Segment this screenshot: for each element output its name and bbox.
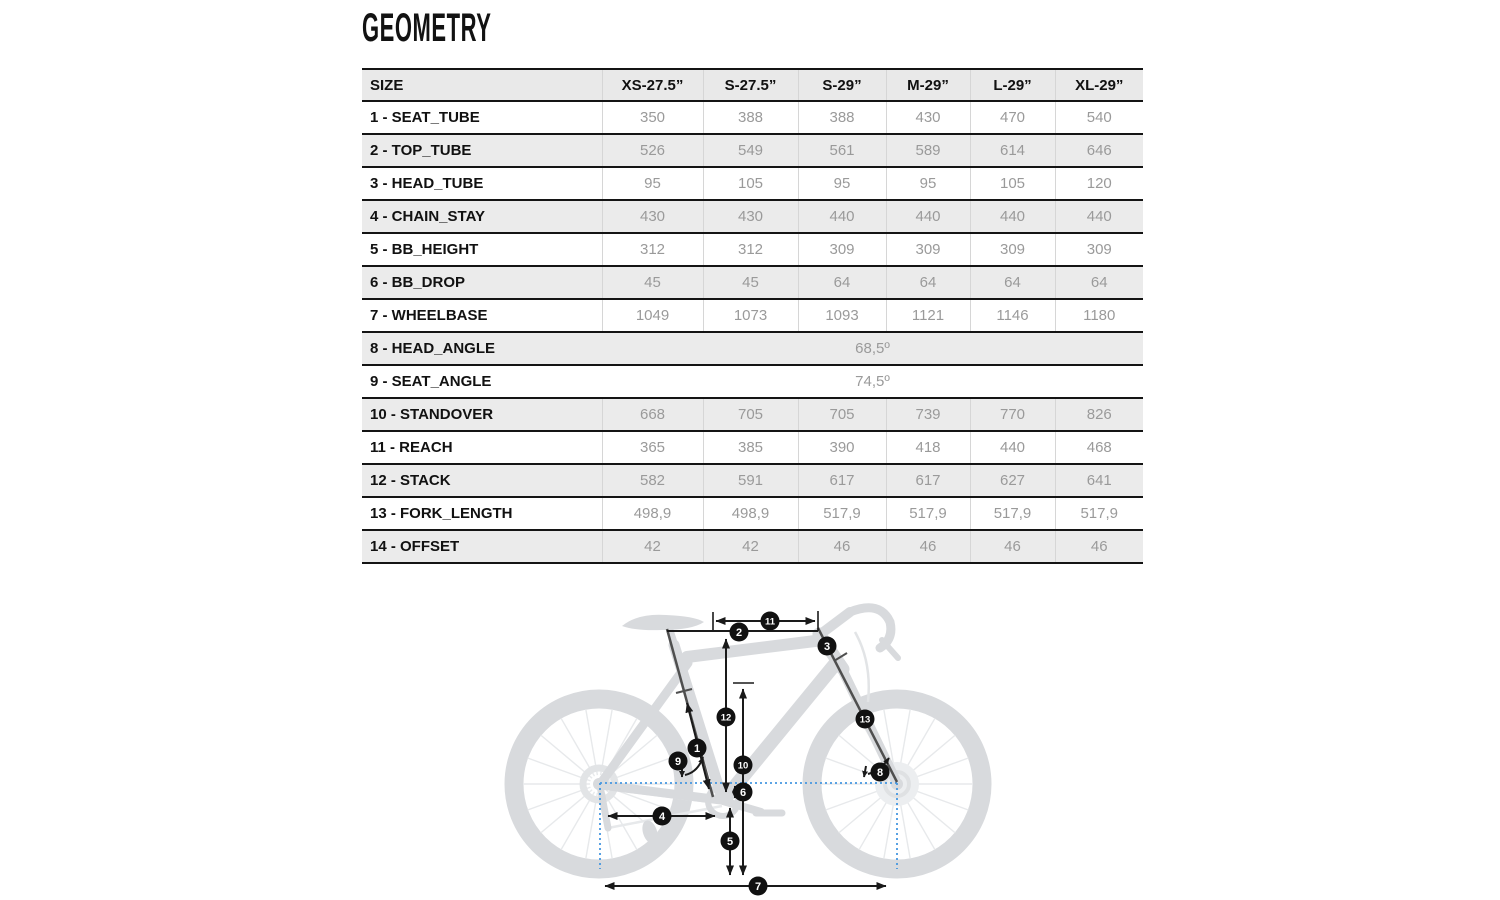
row-value: 390 <box>798 431 886 464</box>
row-value: 309 <box>798 233 886 266</box>
row-value: 64 <box>970 266 1055 299</box>
row-label: 14 - OFFSET <box>362 530 602 563</box>
row-value: 1146 <box>970 299 1055 332</box>
row-value: 105 <box>970 167 1055 200</box>
row-label: 2 - TOP_TUBE <box>362 134 602 167</box>
row-value: 46 <box>886 530 970 563</box>
row-value: 517,9 <box>798 497 886 530</box>
row-label: 1 - SEAT_TUBE <box>370 109 480 126</box>
table-row <box>362 266 1143 299</box>
geometry-diagram <box>480 580 1000 900</box>
row-value: 42 <box>602 530 703 563</box>
table-row <box>362 365 1143 398</box>
row-value: 45 <box>602 266 703 299</box>
row-value: 1093 <box>798 299 886 332</box>
row-value: 589 <box>886 134 970 167</box>
row-value: 309 <box>886 233 970 266</box>
row-value: 430 <box>602 200 703 233</box>
row-value: 470 <box>970 101 1055 134</box>
row-label: 7 - WHEELBASE <box>362 299 602 332</box>
table-row <box>362 398 1143 431</box>
row-value: 95 <box>602 167 703 200</box>
row-label: 4 - CHAIN_STAY <box>362 200 602 233</box>
row-value: 705 <box>703 398 798 431</box>
column-header: XS-27.5” <box>602 69 703 101</box>
row-value: 309 <box>970 233 1055 266</box>
row-value: 440 <box>970 431 1055 464</box>
row-value: 309 <box>1055 233 1143 266</box>
geometry-table-header <box>362 69 1143 101</box>
diagram-badge-2 <box>730 623 749 642</box>
table-row <box>362 167 1143 200</box>
row-label: 9 - SEAT_ANGLE <box>362 365 602 398</box>
column-header: S-27.5” <box>703 69 798 101</box>
diagram-badge-11 <box>761 612 780 631</box>
table-row <box>362 101 1143 134</box>
row-label: 10 - STANDOVER <box>362 398 602 431</box>
row-value: 468 <box>1055 431 1143 464</box>
row-value: 770 <box>970 398 1055 431</box>
column-header: S-29” <box>798 69 886 101</box>
row-label: 12 - STACK <box>362 464 602 497</box>
row-value: 1121 <box>886 299 970 332</box>
row-value: 105 <box>703 167 798 200</box>
svg-text:2: 2 <box>735 626 743 639</box>
row-value: 430 <box>703 200 798 233</box>
diagram-badge-8 <box>871 763 890 782</box>
geometry-table-body <box>362 101 1143 563</box>
row-label: 11 - REACH <box>362 431 602 464</box>
row-value: 312 <box>602 233 703 266</box>
row-value: 46 <box>1055 530 1143 563</box>
row-value: 418 <box>886 431 970 464</box>
svg-text:10: 10 <box>737 760 749 772</box>
diagram-badge-12 <box>717 708 736 727</box>
diagram-badge-1 <box>688 739 707 758</box>
svg-text:12: 12 <box>720 712 732 724</box>
svg-text:5: 5 <box>726 835 734 848</box>
diagram-badge-6 <box>734 783 753 802</box>
row-value: 64 <box>798 266 886 299</box>
row-value: 826 <box>1055 398 1143 431</box>
row-value: 627 <box>970 464 1055 497</box>
row-value: 517,9 <box>886 497 970 530</box>
row-value: 365 <box>602 431 703 464</box>
row-value: 1049 <box>602 299 703 332</box>
row-value: 561 <box>798 134 886 167</box>
row-value: 64 <box>886 266 970 299</box>
row-label: 8 - HEAD_ANGLE <box>362 332 602 365</box>
svg-text:4: 4 <box>658 810 666 823</box>
diagram-badge-5 <box>721 832 740 851</box>
diagram-badge-4 <box>653 807 672 826</box>
row-value: 64 <box>1055 266 1143 299</box>
row-label: 3 - HEAD_TUBE <box>362 167 602 200</box>
table-row <box>362 530 1143 563</box>
row-value: 388 <box>798 101 886 134</box>
row-value: 440 <box>886 200 970 233</box>
row-merged-value: 68,5º <box>602 332 1143 365</box>
row-value: 668 <box>602 398 703 431</box>
row-value: 617 <box>886 464 970 497</box>
row-value: 498,9 <box>703 497 798 530</box>
geometry-table <box>362 68 1143 564</box>
row-value: 350 <box>602 101 703 134</box>
row-label: 6 - BB_DROP <box>362 266 602 299</box>
table-row <box>362 233 1143 266</box>
page-title: GEOMETRY <box>362 6 492 50</box>
row-value: 614 <box>970 134 1055 167</box>
row-value: 430 <box>886 101 970 134</box>
row-value: 498,9 <box>602 497 703 530</box>
row-value: 1073 <box>703 299 798 332</box>
row-value: 591 <box>703 464 798 497</box>
diagram-badge-7 <box>749 877 768 896</box>
row-value: 45 <box>703 266 798 299</box>
diagram-badge-10 <box>734 756 753 775</box>
saddle <box>622 615 704 630</box>
svg-text:8: 8 <box>876 766 884 779</box>
row-value: 95 <box>798 167 886 200</box>
table-row <box>362 497 1143 530</box>
svg-text:7: 7 <box>754 880 762 893</box>
row-label: 13 - FORK_LENGTH <box>362 497 602 530</box>
row-value: 95 <box>886 167 970 200</box>
table-row <box>362 299 1143 332</box>
table-row <box>362 464 1143 497</box>
row-value: 617 <box>798 464 886 497</box>
row-label: 5 - BB_HEIGHT <box>362 233 602 266</box>
bike-silhouette <box>514 608 982 869</box>
table-row <box>362 332 1143 365</box>
diagram-badge-9 <box>669 752 688 771</box>
svg-text:13: 13 <box>859 714 871 726</box>
svg-text:1: 1 <box>693 742 701 755</box>
svg-text:6: 6 <box>739 786 747 799</box>
diagram-badge-3 <box>818 637 837 656</box>
row-value: 549 <box>703 134 798 167</box>
svg-text:11: 11 <box>764 616 776 628</box>
row-value: 385 <box>703 431 798 464</box>
row-merged-value: 74,5º <box>602 365 1143 398</box>
row-value: 646 <box>1055 134 1143 167</box>
row-value: 705 <box>798 398 886 431</box>
row-value: 120 <box>1055 167 1143 200</box>
row-value: 312 <box>703 233 798 266</box>
column-header: XL-29” <box>1055 69 1143 101</box>
row-value: 440 <box>970 200 1055 233</box>
table-row <box>362 200 1143 233</box>
svg-text:9: 9 <box>674 755 682 768</box>
row-value: 739 <box>886 398 970 431</box>
column-header: L-29” <box>970 69 1055 101</box>
row-value: 526 <box>602 134 703 167</box>
row-value: 582 <box>602 464 703 497</box>
table-row <box>362 134 1143 167</box>
column-header: M-29” <box>886 69 970 101</box>
row-value: 517,9 <box>970 497 1055 530</box>
row-value: 440 <box>798 200 886 233</box>
header-row <box>362 69 1143 101</box>
table-row <box>362 431 1143 464</box>
column-header: SIZE <box>362 69 602 101</box>
row-value: 1180 <box>1055 299 1143 332</box>
row-value: 440 <box>1055 200 1143 233</box>
row-value: 388 <box>703 101 798 134</box>
svg-text:3: 3 <box>823 640 831 653</box>
diagram-badge-13 <box>856 710 875 729</box>
row-value: 540 <box>1055 101 1143 134</box>
row-value: 46 <box>798 530 886 563</box>
row-value: 42 <box>703 530 798 563</box>
row-value: 641 <box>1055 464 1143 497</box>
row-value: 517,9 <box>1055 497 1143 530</box>
row-value: 46 <box>970 530 1055 563</box>
